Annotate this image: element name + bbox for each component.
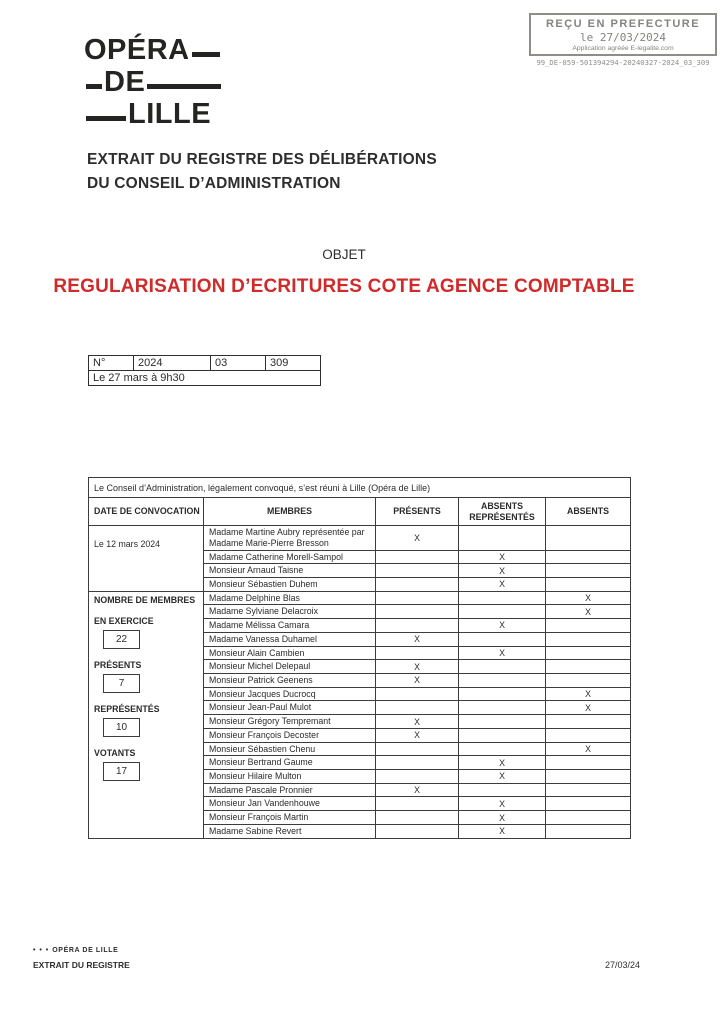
reference-table	[88, 355, 321, 386]
logo-line-3	[84, 98, 223, 130]
footer-doc-title: EXTRAIT DU REGISTRE	[33, 960, 130, 970]
logo-text-opera: OPÉRA	[84, 34, 190, 66]
absent-mark	[546, 674, 631, 688]
logo-line-2	[84, 66, 223, 98]
session-date-row	[89, 371, 321, 386]
table-header-row	[89, 498, 631, 526]
present-mark	[376, 756, 459, 770]
member-name: Madame Delphine Blas	[204, 591, 376, 605]
present-mark	[376, 687, 459, 701]
stat-presents-value: 7	[103, 674, 140, 693]
logo-line-1	[84, 34, 223, 66]
document-title	[87, 148, 437, 196]
absent-mark	[546, 646, 631, 660]
stats-title: NOMBRE DE MEMBRES	[94, 594, 196, 605]
present-mark: X	[376, 660, 459, 674]
table-caption-row	[89, 478, 631, 498]
stamp-id: 99_DE-059-501394294-20240327-2024_03_309	[536, 58, 710, 67]
stat-in-office-label: EN EXERCICE	[94, 615, 154, 626]
represented-mark	[459, 742, 546, 756]
prefecture-stamp-box	[529, 13, 717, 56]
absent-mark	[546, 577, 631, 591]
represented-mark: X	[459, 646, 546, 660]
absent-mark: X	[546, 742, 631, 756]
present-mark: X	[376, 632, 459, 646]
member-name: Madame Mélissa Camara	[204, 619, 376, 633]
member-name: Monsieur Jean-Paul Mulot	[204, 701, 376, 715]
represented-mark: X	[459, 577, 546, 591]
logo-text-de: DE	[104, 66, 146, 98]
header-absents: ABSENTS	[546, 498, 631, 526]
member-name: Monsieur Arnaud Taisne	[204, 564, 376, 578]
member-row	[89, 526, 631, 550]
member-name: Monsieur Hilaire Multon	[204, 770, 376, 784]
subject-title: REGULARISATION D’ECRITURES COTE AGENCE COMPTABLE	[53, 276, 635, 297]
stamp-date: le 27/03/2024	[579, 31, 667, 44]
absent-mark	[546, 811, 631, 825]
ref-num-label: N°	[89, 356, 134, 371]
present-mark	[376, 742, 459, 756]
stamp-application: Application agréée E-legalite.com	[572, 45, 674, 52]
present-mark	[376, 811, 459, 825]
represented-mark: X	[459, 797, 546, 811]
member-name: Madame Martine Aubry représentée par Madame Marie-Pierre Bresson	[204, 526, 376, 550]
absent-mark	[546, 526, 631, 550]
logo-stroke	[86, 116, 126, 121]
absent-mark	[546, 564, 631, 578]
present-mark	[376, 770, 459, 784]
present-mark	[376, 591, 459, 605]
absent-mark	[546, 783, 631, 797]
represented-mark	[459, 728, 546, 742]
represented-mark	[459, 674, 546, 688]
reference-row	[89, 356, 321, 371]
absent-mark: X	[546, 687, 631, 701]
member-name: Madame Sabine Revert	[204, 824, 376, 838]
absent-mark: X	[546, 591, 631, 605]
footer-dots: • • •	[33, 947, 50, 954]
represented-mark: X	[459, 550, 546, 564]
logo-stroke	[147, 84, 221, 89]
present-mark: X	[376, 728, 459, 742]
stat-in-office-value: 22	[103, 630, 140, 649]
stamp-title: REÇU EN PREFECTURE	[545, 18, 701, 30]
present-mark	[376, 797, 459, 811]
represented-mark: X	[459, 619, 546, 633]
member-name: Madame Sylviane Delacroix	[204, 605, 376, 619]
header-absents-represented: ABSENTS REPRÉSENTÉS	[459, 498, 546, 526]
member-name: Monsieur François Martin	[204, 811, 376, 825]
page-footer	[33, 947, 640, 970]
present-mark: X	[376, 783, 459, 797]
present-mark	[376, 701, 459, 715]
represented-mark	[459, 783, 546, 797]
prefecture-stamp	[529, 13, 717, 67]
logo-stroke	[192, 52, 220, 57]
footer-brand-text: OPÉRA DE LILLE	[52, 947, 119, 954]
represented-mark: X	[459, 824, 546, 838]
member-name: Monsieur Michel Delepaul	[204, 660, 376, 674]
stat-represented-value: 10	[103, 718, 140, 737]
represented-mark: X	[459, 564, 546, 578]
absent-mark	[546, 619, 631, 633]
present-mark	[376, 605, 459, 619]
ref-month: 03	[211, 356, 266, 371]
absent-mark	[546, 715, 631, 729]
member-name: Monsieur Sébastien Chenu	[204, 742, 376, 756]
session-date: Le 27 mars à 9h30	[89, 371, 321, 386]
absent-mark	[546, 550, 631, 564]
member-name: Monsieur Grégory Tempremant	[204, 715, 376, 729]
opera-de-lille-logo	[84, 34, 223, 130]
absent-mark	[546, 728, 631, 742]
document-title-line-2: DU CONSEIL D’ADMINISTRATION	[87, 175, 341, 192]
represented-mark	[459, 715, 546, 729]
membership-stats	[89, 591, 204, 838]
ref-year: 2024	[134, 356, 211, 371]
convocation-date: Le 12 mars 2024	[89, 526, 204, 592]
footer-brand	[33, 947, 640, 954]
present-mark	[376, 550, 459, 564]
logo-stroke	[86, 84, 102, 89]
member-name: Madame Pascale Pronnier	[204, 783, 376, 797]
absent-mark: X	[546, 605, 631, 619]
stat-votants-value: 17	[103, 762, 140, 781]
represented-mark	[459, 701, 546, 715]
absent-mark: X	[546, 701, 631, 715]
absent-mark	[546, 660, 631, 674]
stat-presents-label: PRÉSENTS	[94, 659, 142, 670]
member-name: Monsieur Bertrand Gaume	[204, 756, 376, 770]
document-title-line-1: EXTRAIT DU REGISTRE DES DÉLIBÉRATIONS	[87, 151, 437, 168]
present-mark	[376, 824, 459, 838]
represented-mark	[459, 526, 546, 550]
member-name: Monsieur Jacques Ducrocq	[204, 687, 376, 701]
objet-label: OBJET	[322, 247, 366, 262]
represented-mark	[459, 632, 546, 646]
represented-mark	[459, 591, 546, 605]
present-mark	[376, 577, 459, 591]
member-name: Monsieur Alain Cambien	[204, 646, 376, 660]
represented-mark	[459, 660, 546, 674]
board-attendance-table	[88, 477, 631, 839]
absent-mark	[546, 632, 631, 646]
logo-text-lille: LILLE	[128, 98, 212, 130]
represented-mark	[459, 605, 546, 619]
absent-mark	[546, 770, 631, 784]
member-name: Monsieur Patrick Geenens	[204, 674, 376, 688]
stat-represented-label: REPRÉSENTÉS	[94, 703, 160, 714]
represented-mark: X	[459, 811, 546, 825]
absent-mark	[546, 797, 631, 811]
member-name: Madame Catherine Morell-Sampol	[204, 550, 376, 564]
member-name: Monsieur François Decoster	[204, 728, 376, 742]
header-presents: PRÉSENTS	[376, 498, 459, 526]
present-mark: X	[376, 526, 459, 550]
stat-votants-label: VOTANTS	[94, 747, 136, 758]
represented-mark: X	[459, 756, 546, 770]
member-name: Madame Vanessa Duhamel	[204, 632, 376, 646]
represented-mark	[459, 687, 546, 701]
absent-mark	[546, 756, 631, 770]
footer-date: 27/03/24	[604, 960, 640, 970]
represented-mark: X	[459, 770, 546, 784]
present-mark	[376, 619, 459, 633]
present-mark	[376, 564, 459, 578]
table-caption: Le Conseil d’Administration, légalement convoqué, s’est réuni à Lille (Opéra de Lille)	[89, 478, 631, 498]
member-row	[89, 591, 631, 605]
header-date-convocation: DATE DE CONVOCATION	[89, 498, 204, 526]
present-mark	[376, 646, 459, 660]
present-mark: X	[376, 674, 459, 688]
header-members: MEMBRES	[204, 498, 376, 526]
member-name: Monsieur Sébastien Duhem	[204, 577, 376, 591]
ref-number: 309	[266, 356, 321, 371]
present-mark: X	[376, 715, 459, 729]
absent-mark	[546, 824, 631, 838]
member-name: Monsieur Jan Vandenhouwe	[204, 797, 376, 811]
